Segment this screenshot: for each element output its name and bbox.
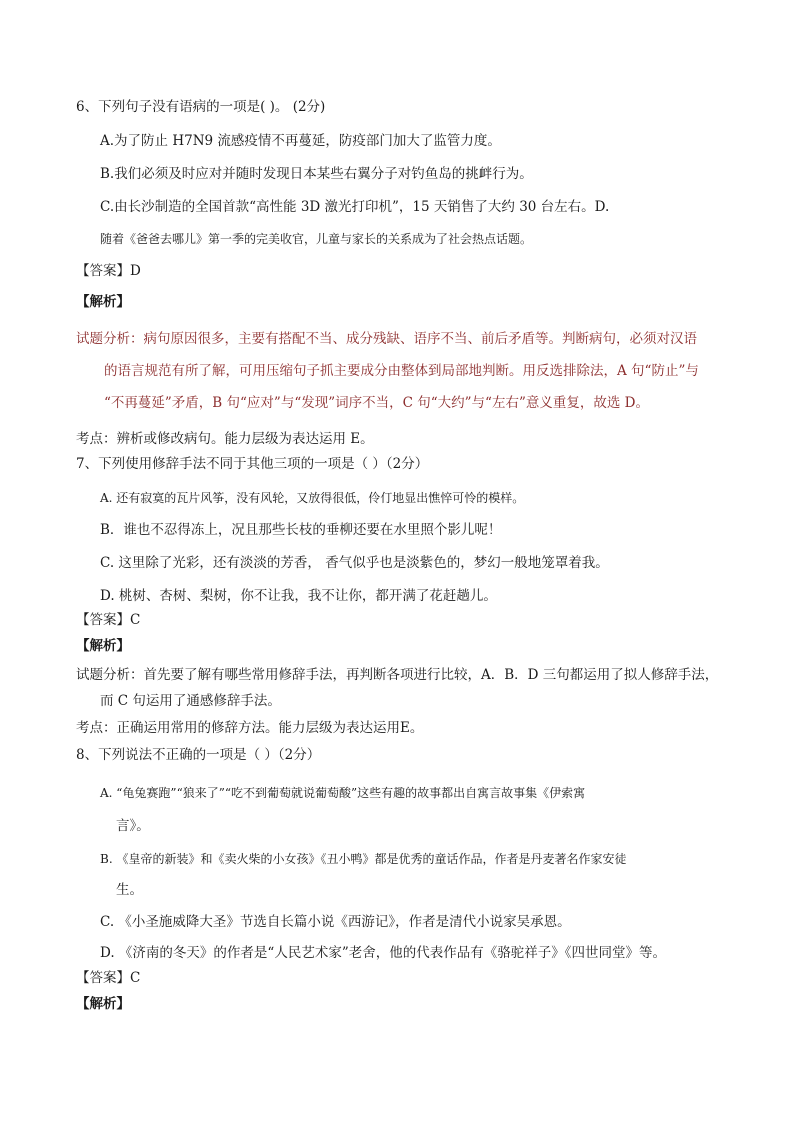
q8-analysis-label: 【解析】 <box>76 996 130 1012</box>
q7-option-c: C. 这里除了光彩，还有淡淡的芳香， 香气似乎也是淡紫色的，梦幻一般地笼罩着我。 <box>100 555 609 571</box>
q6-kaodian: 考点：辨析或修改病句。能力层级为表达运用 E。 <box>76 431 374 447</box>
q7-option-b: B．谁也不忍得冻上，况且那些长枝的垂柳还要在水里照个影儿呢！ <box>100 522 502 538</box>
q6-option-d: 随着《爸爸去哪儿》第一季的完美收官，儿童与家长的关系成为了社会热点话题。 <box>100 232 533 246</box>
q7-stem: 7、下列使用修辞手法不同于其他三项的一项是（ ）（2分） <box>76 456 429 472</box>
q8-option-a-line-1: A. “龟兔赛跑”“狼来了”“吃不到葡萄就说葡萄酸”这些有趣的故事都出自寓言故事集《伊索寓 <box>100 786 586 800</box>
q6-option-c: C.由长沙制造的全国首款“高性能 3D 激光打印机”，15 天销售了大约 30 台左右。D. <box>100 199 610 215</box>
q8-option-c: C. 《小圣施威降大圣》节选自长篇小说《西游记》，作者是清代小说家吴承恩。 <box>100 914 571 930</box>
q7-kaodian: 考点：正确运用常用的修辞方法。能力层级为表达运用E。 <box>76 720 424 736</box>
q7-option-d: D. 桃树、杏树、梨树，你不让我，我不让你，都开满了花赶趟儿。 <box>100 588 497 604</box>
q6-answer: 【答案】D <box>76 263 141 279</box>
q7-answer: 【答案】C <box>76 612 141 628</box>
q6-option-b: B.我们必须及时应对并随时发现日本某些右翼分子对钓鱼岛的挑衅行为。 <box>100 166 533 182</box>
q6-analysis-line-3: “不再蔓延”矛盾，B 句“应对”与“发现”词序不当，C 句“大约”与“左右”意义重复，故选 D。 <box>104 395 649 411</box>
q8-option-d: D. 《济南的冬天》的作者是“人民艺术家”老舍，他的代表作品有《骆驼祥子》《四世同堂》等。 <box>100 945 666 961</box>
q8-option-b-line-1: B. 《皇帝的新装》和《卖火柴的小女孩》《丑小鸭》都是优秀的童话作品，作者是丹麦著名作家安徒 <box>100 852 627 866</box>
q6-analysis-label: 【解析】 <box>76 294 130 310</box>
q6-analysis-line-2: 的语言规范有所了解，可用压缩句子抓主要成分由整体到局部地判断。用反选排除法，A 句“防止”与 <box>104 363 699 379</box>
q8-option-b-line-2: 生。 <box>116 882 143 898</box>
q6-option-a: A.为了防止 H7N9 流感疫情不再蔓延，防疫部门加大了监管力度。 <box>100 133 501 149</box>
q7-option-a: A. 还有寂寞的瓦片风筝，没有风轮，又放得很低，伶仃地显出憔悴可怜的模样。 <box>100 491 525 505</box>
q6-analysis-line-1: 试题分析：病句原因很多，主要有搭配不当、成分残缺、语序不当、前后矛盾等。判断病句，必须对汉语 <box>76 331 697 347</box>
q8-answer: 【答案】C <box>76 970 141 986</box>
q6-stem: 6、下列句子没有语病的一项是( )。 (2分) <box>76 99 326 115</box>
q8-stem: 8、下列说法不正确的一项是（ ）（2分） <box>76 747 321 763</box>
q8-option-a-line-2: 言》。 <box>116 818 150 834</box>
q7-analysis-line-1: 试题分析：首先要了解有哪些常用修辞手法，再判断各项进行比较，A．B．D 三句都运用了拟人修辞手法， <box>76 667 719 683</box>
q7-analysis-line-2: 而 C 句运用了通感修辞手法。 <box>100 693 281 709</box>
q7-analysis-label: 【解析】 <box>76 638 130 654</box>
